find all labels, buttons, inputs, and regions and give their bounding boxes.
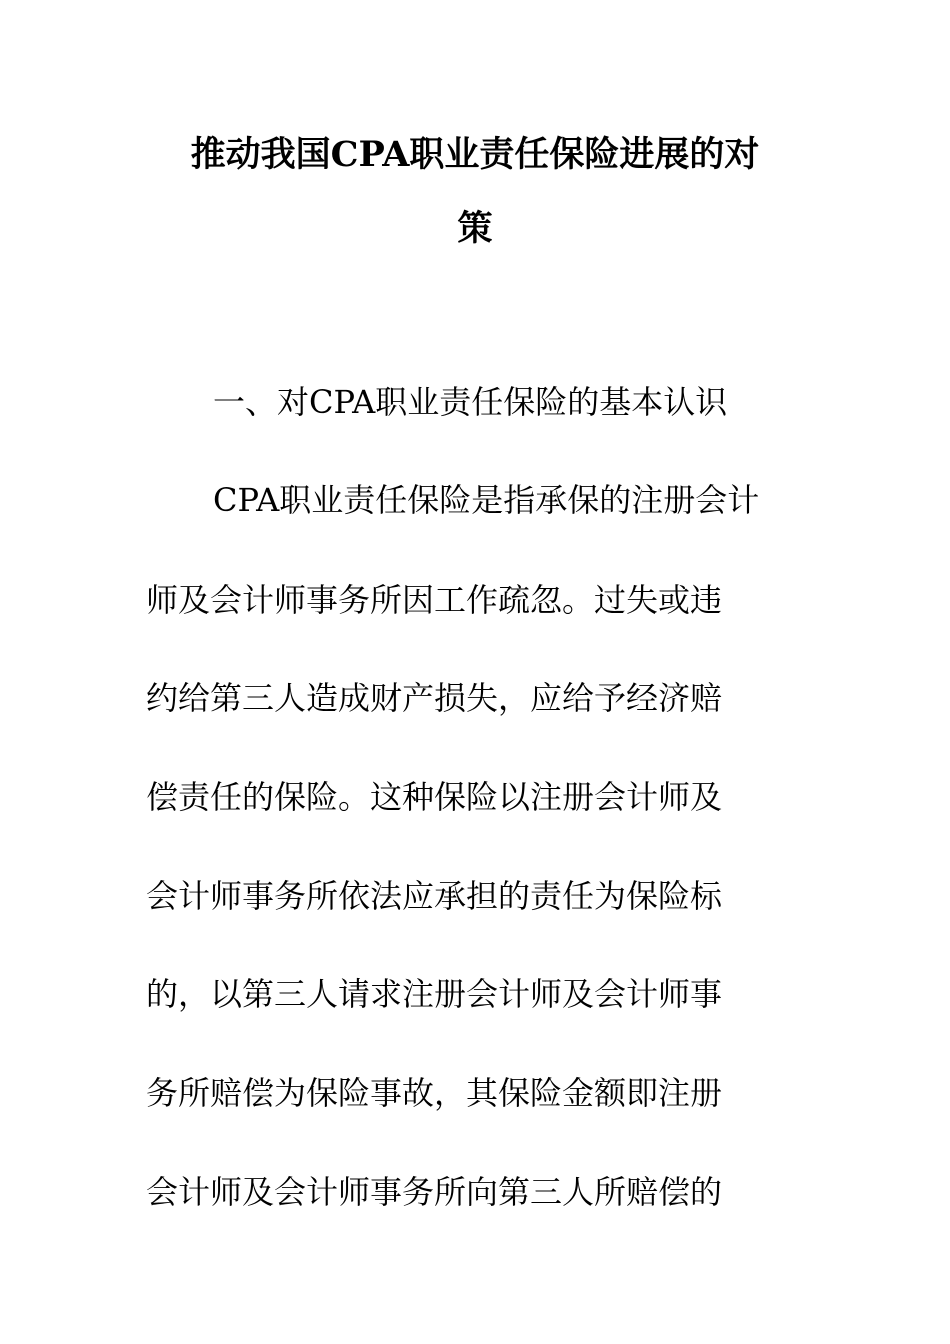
paragraph-line: 会计师事务所依法应承担的责任为保险标	[146, 877, 723, 915]
document-title-line-1: 推动我国CPA职业责任保险进展的对	[190, 134, 760, 175]
paragraph-line: 偿责任的保险。这种保险以注册会计师及	[146, 778, 723, 816]
paragraph-line: 师及会计师事务所因工作疏忽。过失或违	[146, 581, 723, 619]
section-heading: 一、对CPA职业责任保险的基本认识	[213, 383, 728, 421]
document-title-line-2: 策	[457, 208, 493, 249]
paragraph-line: 务所赔偿为保险事故，其保险金额即注册	[146, 1074, 723, 1112]
paragraph-line: 会计师及会计师事务所向第三人所赔偿的	[146, 1173, 723, 1211]
paragraph-line: CPA职业责任保险是指承保的注册会计	[213, 481, 760, 519]
paragraph-line: 约给第三人造成财产损失，应给予经济赔	[146, 679, 723, 717]
paragraph-line: 的，以第三人请求注册会计师及会计师事	[146, 975, 723, 1013]
